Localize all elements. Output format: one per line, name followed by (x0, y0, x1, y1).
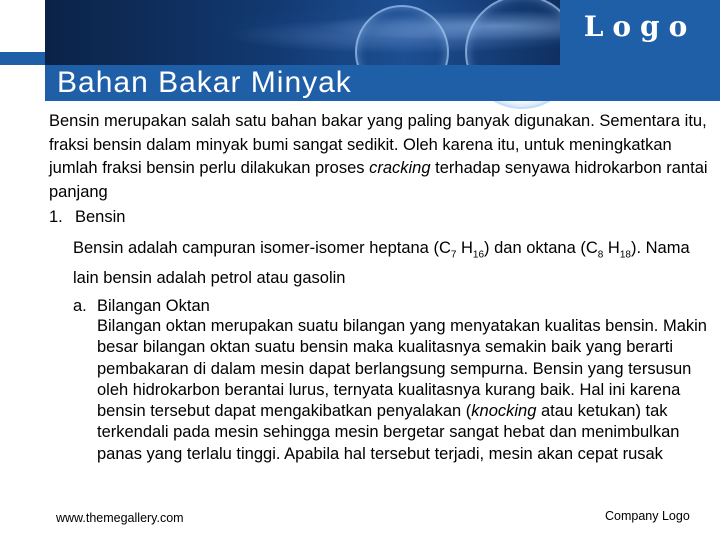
header-left-stripe (0, 52, 45, 65)
list-number-1: 1. (49, 208, 63, 226)
oktan-italic: knocking (471, 402, 537, 421)
header-left-white (0, 0, 45, 52)
logo-box (560, 0, 720, 65)
intro-text-1: Bensin merupakan salah satu bahan bakar yang paling banyak digunakan. Sementara itu, fraksi bensin dalam minyak bumi sangat sedikit. Oleh karena itu, untuk meningkatkan jumlah fraksi bensin perlu dilakukan proses (49, 112, 707, 177)
bensin-sub-a: 7 (450, 249, 457, 261)
footer-company-logo: Company Logo (605, 509, 690, 523)
page-title: Bahan Bakar Minyak (57, 66, 352, 99)
bensin-text-b: H (456, 239, 473, 257)
bensin-description (73, 237, 713, 290)
list-item-bensin (49, 208, 125, 227)
oktan-text-1: Bilangan oktan merupakan suatu bilangan yang menyatakan kualitas bensin. Makin besar bilangan oktan suatu bensin maka kualitasnya semakin baik yang berarti pembakaran di dalam mesin dapat berlangsung sempurna. Bensin yang tersusun oleh hidrokarbon berantai lurus, ternyata kualitasnya kurang baik. Hal ini karena bensin tersebut dapat mengakibatkan penyalakan ( (97, 317, 707, 421)
list-label-oktan: Bilangan Oktan (97, 297, 210, 315)
header-dashboard-image (45, 0, 560, 65)
intro-italic: cracking (369, 159, 431, 177)
bensin-text-a: Bensin adalah campuran isomer-isomer heptana (C (73, 239, 451, 257)
list-number-a: a. (73, 297, 87, 315)
bensin-sub-d: 18 (619, 249, 631, 261)
logo-text: Logo (583, 10, 697, 43)
bensin-text-c: ) dan oktana (C (484, 239, 598, 257)
oktan-description (97, 316, 717, 465)
oktan-text-2: atau ketukan) tak terkendali pada mesin sehingga mesin bergetar sangat hebat dan menimbulkan panas yang terlalu tinggi. Apabila hal tersebut terjadi, mesin akan cepat rusak (97, 402, 680, 463)
list-item-bilangan-oktan (73, 297, 210, 316)
bensin-text-e: ). Nama lain bensin adalah petrol atau gasolin (73, 239, 690, 287)
footer-website: www.themegallery.com (56, 511, 184, 525)
list-label-bensin: Bensin (75, 208, 126, 226)
bensin-sub-b: 16 (472, 249, 485, 261)
intro-paragraph (49, 110, 714, 204)
bensin-text-d: H (603, 239, 620, 257)
intro-text-2: terhadap senyawa hidrokarbon rantai panjang (49, 159, 708, 201)
title-bar (45, 65, 720, 101)
bensin-sub-c: 8 (597, 249, 604, 261)
